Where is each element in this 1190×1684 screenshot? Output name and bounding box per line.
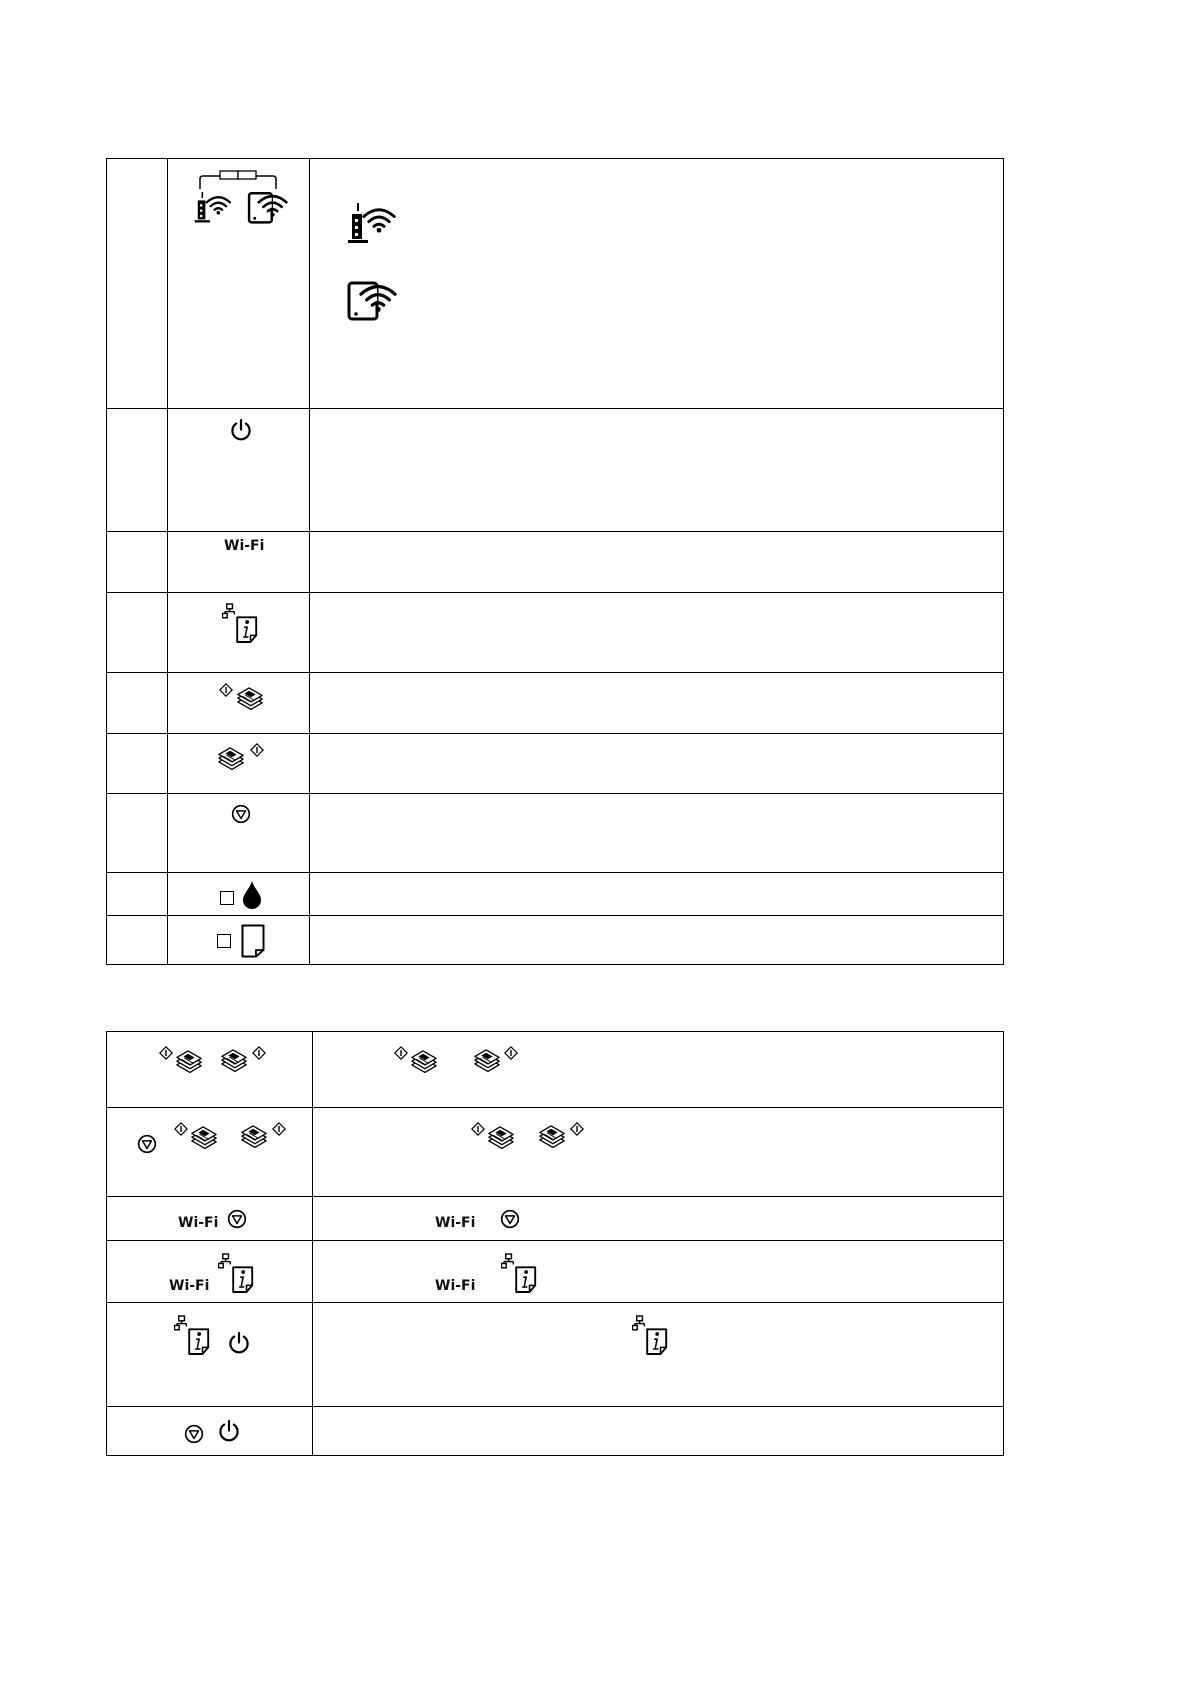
stop-icon [231,804,251,824]
wifi-label: Wi-Fi [435,1278,476,1294]
power-icon [217,1419,241,1443]
router-wifi-icon [348,203,396,245]
start-diamond-icon [570,1122,584,1136]
stop-icon [227,1209,247,1229]
power-icon [227,1331,251,1355]
control-panel-buttons-table [106,158,1004,965]
ink-drop-icon [242,880,262,910]
stop-icon [500,1209,520,1229]
table-row [107,1108,1004,1197]
start-diamond-icon [174,1122,188,1136]
network-info-sheet-icon [632,1315,670,1355]
wifi-label: Wi-Fi [178,1215,219,1231]
color-copy-icon [538,1125,566,1153]
wifi-label: Wi-Fi [224,538,265,554]
table-row [107,409,1004,532]
black-white-copy-icon [175,1050,203,1078]
table-row [107,1032,1004,1108]
table-row [107,593,1004,673]
start-diamond-icon [219,683,233,697]
start-diamond-icon [252,1046,266,1060]
table-row [107,916,1004,965]
square-icon [220,891,234,905]
start-diamond-icon [250,743,264,757]
network-info-sheet-icon [174,1315,212,1355]
start-diamond-icon [159,1046,173,1060]
stop-icon [184,1424,204,1444]
table-row [107,1241,1004,1303]
black-white-copy-icon [410,1050,438,1078]
table-row [107,734,1004,794]
table-row [107,1303,1004,1407]
table-row [107,673,1004,734]
router-wifi-icon [193,192,233,224]
wifi-label: Wi-Fi [169,1278,210,1294]
black-white-copy-icon [236,687,264,715]
bracket-line [198,167,278,191]
table-row [107,159,1004,409]
start-diamond-icon [272,1122,286,1136]
phone-wifi-icon [347,279,399,321]
color-copy-icon [473,1049,501,1077]
start-diamond-icon [394,1046,408,1060]
table-row [107,794,1004,873]
black-white-copy-icon [487,1126,515,1154]
network-info-sheet-icon [222,603,260,643]
power-icon [229,418,253,442]
start-diamond-icon [504,1046,518,1060]
start-diamond-icon [471,1122,485,1136]
table-row [107,532,1004,593]
table-row [107,1407,1004,1456]
color-copy-icon [240,1125,268,1153]
color-copy-icon [217,747,245,775]
table-row [107,1197,1004,1241]
black-white-copy-icon [190,1126,218,1154]
network-info-sheet-icon [501,1253,539,1293]
phone-wifi-icon [247,190,290,224]
square-icon [217,934,231,948]
stop-icon [137,1134,157,1154]
network-info-sheet-icon [218,1253,256,1293]
table-row [107,873,1004,916]
paper-icon [241,924,265,958]
color-copy-icon [220,1049,248,1077]
wifi-label: Wi-Fi [435,1215,476,1231]
button-combinations-table [106,1031,1004,1456]
